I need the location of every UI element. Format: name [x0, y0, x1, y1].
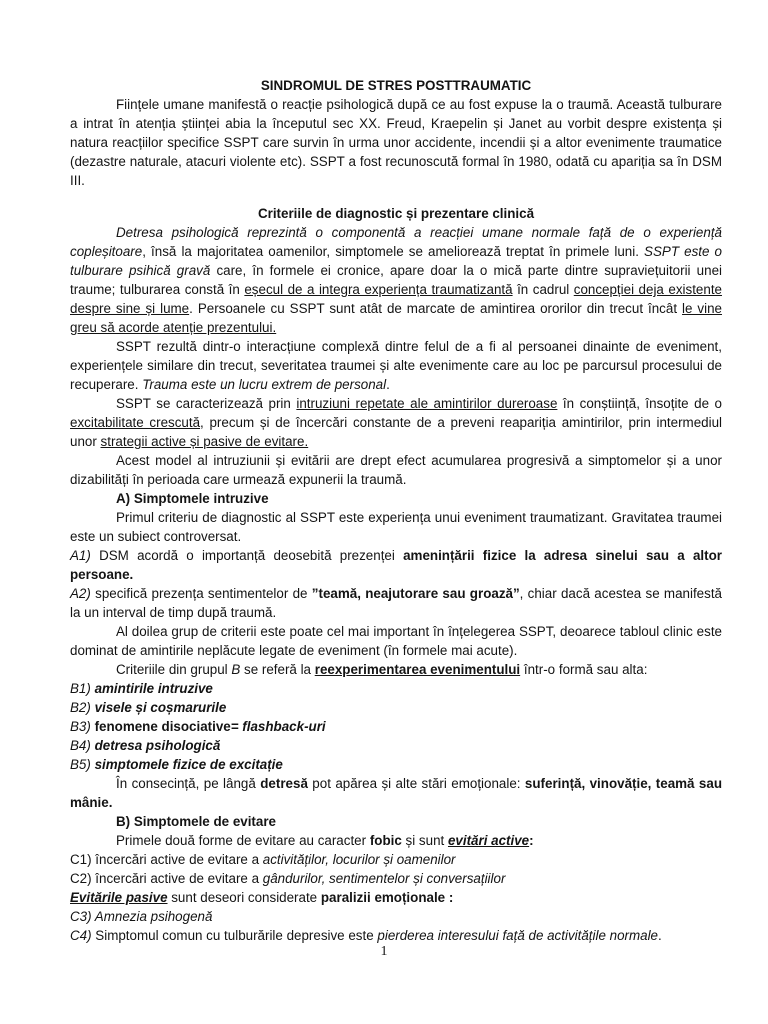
text-run: care, în formele ei cronice, apare doar la o mică parte dintre supraviețuitorii unei traume; tulburarea constă în	[70, 263, 722, 297]
text-run: se referă la	[240, 662, 315, 677]
text-run: C4)	[70, 928, 92, 943]
text-run: excitabilitate crescută	[70, 415, 201, 430]
text-run: detresă	[260, 776, 308, 791]
criterion-a1	[70, 546, 722, 584]
subheading-simptome-intruzive: A) Simptomele intruzive	[116, 491, 269, 506]
text-run: , chiar dacă acestea se manifestă la un interval de timp după traumă.	[70, 586, 722, 620]
text-run: Al doilea grup de criterii este poate cel mai important în înțelegerea SSPT, deoarece tabloul clinic este dominat de amintirile neplăcute legate de eveniment (în formele mai acute).	[70, 624, 722, 658]
paragraph-sspt-caracterizeaza	[70, 394, 722, 451]
paragraph-sspt-rezulta	[70, 337, 722, 394]
text-run: B5)	[70, 757, 95, 772]
criterion-b1	[70, 679, 722, 698]
text-run: :	[529, 833, 534, 848]
criterion-b5	[70, 755, 722, 774]
text-run: B3)	[70, 719, 95, 734]
text-run: pierderea interesului față de activitățile normale	[377, 928, 659, 943]
text-run: .	[658, 928, 662, 943]
text-run: . Persoanele cu SSPT sunt atât de marcate de amintirea ororilor din trecut încât	[189, 301, 683, 316]
paragraph-evitari-active	[70, 831, 722, 850]
intro-paragraph: Ființele umane manifestă o reacție psihologică după ce au fost expuse la o traumă. Această tulburare a intrat în atenția științei abia la începutul sec XX. Freud, Kraepelin și Janet au vorbit despre existența și natura reacțiilor specifice SSPT care survin în urma unor accidente, incendii și a altor evenimente traumatice (dezastre naturale, atacuri violente etc). SSPT a fost recunoscută formal în 1980, odată cu apariția sa în DSM III.	[70, 97, 722, 188]
text-run: concepției deja existente despre sine și lume	[70, 282, 722, 316]
text-run: Criteriile din grupul	[116, 662, 232, 677]
text-run: C1) încercări active de evitare a	[70, 852, 263, 867]
text-run: Evitările pasive	[70, 890, 168, 905]
criterion-c2	[70, 869, 722, 888]
text-run: reexperimentarea evenimentului	[314, 662, 521, 677]
paragraph-model-intruziune	[70, 451, 722, 489]
text-run: sunt deseori considerate	[167, 890, 321, 905]
text-run: SSPT se caracterizează prin	[116, 396, 297, 411]
text-run: Simptomul comun cu tulburările depresive este	[91, 928, 378, 943]
text-run: le vine greu să acorde atenție prezentului.	[70, 301, 722, 335]
text-run: în conștiință, însoțite de o	[557, 396, 722, 411]
text-run: visele și coșmarurile	[94, 700, 227, 715]
text-run: Primele două forme de evitare au caracter	[116, 833, 370, 848]
text-run: fenomene disociative	[94, 719, 231, 734]
paragraph-al-doilea-grup	[70, 622, 722, 660]
text-run: C3) Amnezia psihogenă	[70, 909, 213, 924]
text-run: A2)	[70, 586, 91, 601]
text-run: eșecul de a integra experiența traumatizantă	[244, 282, 513, 297]
text-run: .	[386, 377, 390, 392]
text-run: ”teamă, neajutorare sau groază”	[311, 586, 520, 601]
text-run: Acest model al intruziunii și evitării are drept efect acumularea progresivă a simptomelor și a unor dizabilități în perioada care urmează expunerii la traumă.	[70, 453, 722, 487]
paragraph-consecinta	[70, 774, 722, 812]
text-run: C2) încercări active de evitare a	[70, 871, 263, 886]
text-run: intruziuni repetate ale amintirilor dureroase	[296, 396, 558, 411]
text-run: gândurilor, sentimentelor și conversațiilor	[262, 871, 506, 886]
paragraph-detresa	[70, 223, 722, 337]
text-run: DSM acordă o importanță deosebită prezenței	[90, 548, 404, 563]
text-run: , însă la majoritatea oamenilor, simptomele se ameliorează treptat în primele luni.	[142, 244, 645, 259]
text-run: specifică prezența sentimentelor de	[90, 586, 312, 601]
section-title: Criteriile de diagnostic și prezentare clinică	[257, 206, 535, 221]
text-run: evitări active	[447, 833, 530, 848]
page-number: 1	[380, 944, 388, 959]
criterion-c1	[70, 850, 722, 869]
text-run: simptomele fizice de excitație	[94, 757, 283, 772]
text-run: , precum și de încercări constante de a preveni reapariția amintirilor, prin intermediul unor	[70, 415, 723, 449]
text-run: B	[231, 662, 241, 677]
text-run: B4)	[70, 738, 95, 753]
criterion-a2	[70, 584, 722, 622]
criterion-c3	[70, 907, 722, 926]
text-run: pot apărea și alte stări emoționale:	[307, 776, 525, 791]
text-run: B2)	[70, 700, 95, 715]
text-run: activităților, locurilor și oamenilor	[262, 852, 456, 867]
text-run: SSPT rezultă dintr-o interacțiune complexă dintre felul de a fi al persoanei dinainte de eveniment, experiențele similare din trecut, severitatea traumei și alte evenimente care au loc pe parcursul procesului de recuperare.	[70, 339, 722, 392]
text-run: într-o formă sau alta:	[520, 662, 648, 677]
text-run: detresa psihologică	[94, 738, 221, 753]
text-run: și sunt	[401, 833, 448, 848]
text-run: A1)	[70, 548, 91, 563]
text-run: Trauma este un lucru extrem de personal	[142, 377, 387, 392]
criterion-b4	[70, 736, 722, 755]
subheading-simptome-evitare: B) Simptomele de evitare	[116, 814, 276, 829]
text-run: strategii active și pasive de evitare.	[100, 434, 309, 449]
text-run: în cadrul	[512, 282, 574, 297]
document-body	[70, 76, 722, 945]
text-run: În consecință, pe lângă	[116, 776, 261, 791]
text-run: B1)	[70, 681, 95, 696]
paragraph-primul-criteriu	[70, 508, 722, 546]
criterion-b3	[70, 717, 722, 736]
document-title: SINDROMUL DE STRES POSTTRAUMATIC	[260, 78, 532, 93]
text-run: Detresa psihologică reprezintă o componentă a reacției umane normale față de o experiență copleșitoare	[70, 225, 722, 259]
text-run: fobic	[369, 833, 402, 848]
paragraph-evitari-pasive	[70, 888, 722, 907]
text-run: suferință, vinovăție, teamă sau mânie.	[70, 776, 722, 810]
criterion-b2	[70, 698, 722, 717]
text-run: amenințării fizice la adresa sinelui sau a altor persoane.	[70, 548, 722, 582]
paragraph-grupul-b	[70, 660, 722, 679]
text-run: Primul criteriu de diagnostic al SSPT este experiența unui eveniment traumatizant. Gravitatea traumei este un subiect controversat.	[70, 510, 722, 544]
text-run: amintirile intruzive	[94, 681, 213, 696]
text-run: paralizii emoționale :	[320, 890, 454, 905]
text-run: SSPT este o tulburare psihică gravă	[70, 244, 722, 278]
text-run: = flashback-uri	[230, 719, 326, 734]
